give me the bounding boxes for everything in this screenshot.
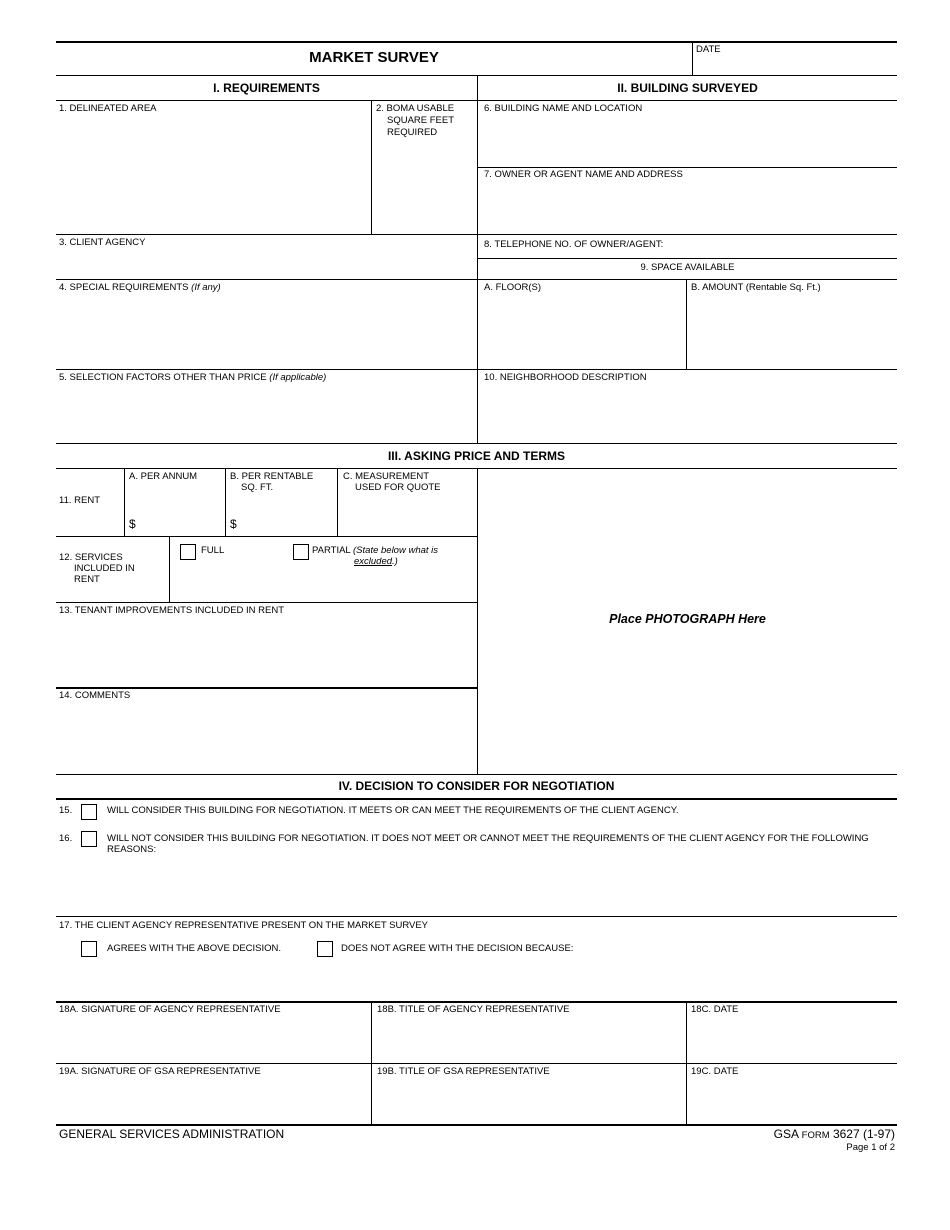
line-signatures-top xyxy=(56,1001,897,1003)
item-15-number: 15. xyxy=(59,805,73,816)
comments-field[interactable] xyxy=(57,702,476,773)
measurement-label-1: C. MEASUREMENT xyxy=(343,471,430,482)
line-decision-bottom xyxy=(56,916,897,917)
full-services-label: FULL xyxy=(201,545,225,556)
tenant-improvements-label: 13. TENANT IMPROVEMENTS INCLUDED IN RENT xyxy=(59,605,285,616)
agency-date-label: 18C. DATE xyxy=(691,1004,739,1015)
telephone-label: 8. TELEPHONE NO. OF OWNER/AGENT: xyxy=(484,239,664,250)
special-requirements-note: (If any) xyxy=(191,282,221,293)
agency-title-label: 18B. TITLE OF AGENCY REPRESENTATIVE xyxy=(377,1004,570,1015)
footer-form-number xyxy=(774,1127,895,1141)
per-sqft-label-2: SQ. FT. xyxy=(241,482,274,493)
tenant-improvements-field[interactable] xyxy=(57,617,476,685)
owner-agent-field[interactable] xyxy=(478,181,897,233)
agency-signature-label: 18A. SIGNATURE OF AGENCY REPRESENTATIVE xyxy=(59,1004,281,1015)
boma-label-2: SQUARE FEET xyxy=(387,115,455,126)
line-section4-top xyxy=(56,774,897,775)
gsa-signature-field[interactable] xyxy=(57,1078,370,1123)
section-header-line xyxy=(56,100,897,101)
footer-page: Page 1 of 2 xyxy=(846,1142,895,1153)
boma-label-1: 2. BOMA USABLE xyxy=(376,103,455,114)
special-requirements-text: 4. SPECIAL REQUIREMENTS xyxy=(59,282,189,293)
excluded-text: excluded xyxy=(354,556,393,567)
comments-label: 14. COMMENTS xyxy=(59,690,131,701)
neighborhood-label: 10. NEIGHBORHOOD DESCRIPTION xyxy=(484,372,647,383)
per-annum-label: A. PER ANNUM xyxy=(129,471,198,482)
partial-services-note: (State below what is xyxy=(353,545,439,556)
per-annum-currency: $ xyxy=(129,517,136,531)
client-agency-label: 3. CLIENT AGENCY xyxy=(59,237,146,248)
reasons-field[interactable] xyxy=(105,857,896,915)
services-divider xyxy=(169,536,170,602)
line-sig-middle xyxy=(56,1063,897,1064)
section4-header: IV. DECISION TO CONSIDER FOR NEGOTIATION xyxy=(338,779,615,793)
representative-present-label: 17. THE CLIENT AGENCY REPRESENTATIVE PRESENT ON THE MARKET SURVEY xyxy=(59,920,429,931)
line-building-bottom xyxy=(477,167,897,168)
agency-title-field[interactable] xyxy=(372,1016,685,1062)
form-number: 3627 (1-97) xyxy=(832,1127,895,1141)
line-space-header-bottom xyxy=(477,279,897,280)
per-sqft-currency: $ xyxy=(230,517,237,531)
photo-label: Place PHOTOGRAPH Here xyxy=(609,612,766,626)
disagree-reason-field[interactable] xyxy=(57,960,896,1000)
delineated-area-label: 1. DELINEATED AREA xyxy=(59,103,157,114)
excluded-suffix: .) xyxy=(392,556,398,567)
line-phone-bottom xyxy=(477,258,897,259)
rent-divider-1 xyxy=(124,468,125,536)
line-client-bottom xyxy=(56,279,477,280)
client-agency-field[interactable] xyxy=(57,249,476,278)
line-rent-bottom xyxy=(56,536,477,537)
services-label-1: 12. SERVICES xyxy=(59,552,123,563)
line-delineated-bottom xyxy=(56,234,477,235)
measurement-label-2: USED FOR QUOTE xyxy=(355,482,441,493)
building-name-field[interactable] xyxy=(478,115,897,166)
section1-header: I. REQUIREMENTS xyxy=(213,81,320,95)
selection-factors-label xyxy=(59,372,326,384)
line-sig-bottom xyxy=(56,1124,897,1126)
agrees-label: AGREES WITH THE ABOVE DECISION. xyxy=(107,943,282,954)
measurement-field[interactable] xyxy=(338,495,476,535)
agrees-checkbox[interactable] xyxy=(81,941,97,957)
form-word: FORM xyxy=(801,1130,830,1141)
agency-date-field[interactable] xyxy=(687,1016,896,1062)
line-services-bottom xyxy=(56,602,477,603)
selection-factors-field[interactable] xyxy=(57,384,476,442)
rent-divider-2 xyxy=(225,468,226,536)
agency-signature-field[interactable] xyxy=(57,1016,370,1062)
section3-header: III. ASKING PRICE AND TERMS xyxy=(387,449,566,463)
special-requirements-label xyxy=(59,282,221,294)
owner-agent-label: 7. OWNER OR AGENT NAME AND ADDRESS xyxy=(484,169,683,180)
form-prefix: GSA xyxy=(773,1127,799,1141)
space-available-label: 9. SPACE AVAILABLE xyxy=(640,262,735,273)
item-16-number: 16. xyxy=(59,833,73,844)
per-sqft-label-1: B. PER RENTABLE xyxy=(230,471,314,482)
gsa-title-field[interactable] xyxy=(372,1078,685,1123)
will-consider-checkbox[interactable] xyxy=(81,804,97,820)
amount-field[interactable] xyxy=(687,294,896,368)
boma-field[interactable] xyxy=(372,140,476,233)
rent-label: 11. RENT xyxy=(59,495,101,506)
building-name-label: 6. BUILDING NAME AND LOCATION xyxy=(484,103,643,114)
neighborhood-field[interactable] xyxy=(478,384,897,442)
line-section3-top xyxy=(56,443,897,444)
delineated-area-field[interactable] xyxy=(57,115,370,233)
partial-services-note-2 xyxy=(354,556,398,568)
partial-services-label xyxy=(312,545,438,557)
amount-label: B. AMOUNT (Rentable Sq. Ft.) xyxy=(691,282,821,293)
boma-label-3: REQUIRED xyxy=(387,127,438,138)
date-label: DATE xyxy=(696,44,721,55)
will-not-consider-checkbox[interactable] xyxy=(81,831,97,847)
form-title: MARKET SURVEY xyxy=(309,49,439,66)
selection-factors-note: (If applicable) xyxy=(269,372,327,383)
date-field[interactable] xyxy=(693,42,897,75)
gsa-signature-label: 19A. SIGNATURE OF GSA REPRESENTATIVE xyxy=(59,1066,261,1077)
partial-services-checkbox[interactable] xyxy=(293,544,309,560)
gsa-date-field[interactable] xyxy=(687,1078,896,1123)
selection-factors-text: 5. SELECTION FACTORS OTHER THAN PRICE xyxy=(59,372,267,383)
line-special-bottom xyxy=(56,369,897,370)
line-tenant-bottom xyxy=(56,687,477,689)
will-consider-label: WILL CONSIDER THIS BUILDING FOR NEGOTIATION. IT MEETS OR CAN MEET THE REQUIREMENTS OF THE CLIENT AGENCY. xyxy=(107,805,679,816)
section2-header: II. BUILDING SURVEYED xyxy=(617,81,758,95)
footer-agency: GENERAL SERVICES ADMINISTRATION xyxy=(59,1127,285,1141)
per-sqft-field[interactable] xyxy=(239,510,336,535)
floors-field[interactable] xyxy=(478,294,685,368)
per-annum-field[interactable] xyxy=(138,510,224,535)
gsa-date-label: 19C. DATE xyxy=(691,1066,739,1077)
disagrees-label: DOES NOT AGREE WITH THE DECISION BECAUSE: xyxy=(341,943,574,954)
line-section4-header xyxy=(56,798,897,800)
full-services-checkbox[interactable] xyxy=(180,544,196,560)
partial-services-text: PARTIAL xyxy=(312,545,351,556)
will-not-consider-label-1: WILL NOT CONSIDER THIS BUILDING FOR NEGOTIATION. IT DOES NOT MEET OR CANNOT MEET THE REQUIREMENTS OF THE CLIENT AGENCY FOR THE FOLLOWING xyxy=(107,833,869,844)
special-requirements-field[interactable] xyxy=(57,294,476,368)
floors-label: A. FLOOR(S) xyxy=(484,282,542,293)
disagrees-checkbox[interactable] xyxy=(317,941,333,957)
will-not-consider-label-2: REASONS: xyxy=(107,844,157,855)
gsa-title-label: 19B. TITLE OF GSA REPRESENTATIVE xyxy=(377,1066,550,1077)
telephone-field[interactable] xyxy=(665,235,896,257)
services-label-3: RENT xyxy=(74,574,100,585)
services-label-2: INCLUDED IN xyxy=(74,563,135,574)
